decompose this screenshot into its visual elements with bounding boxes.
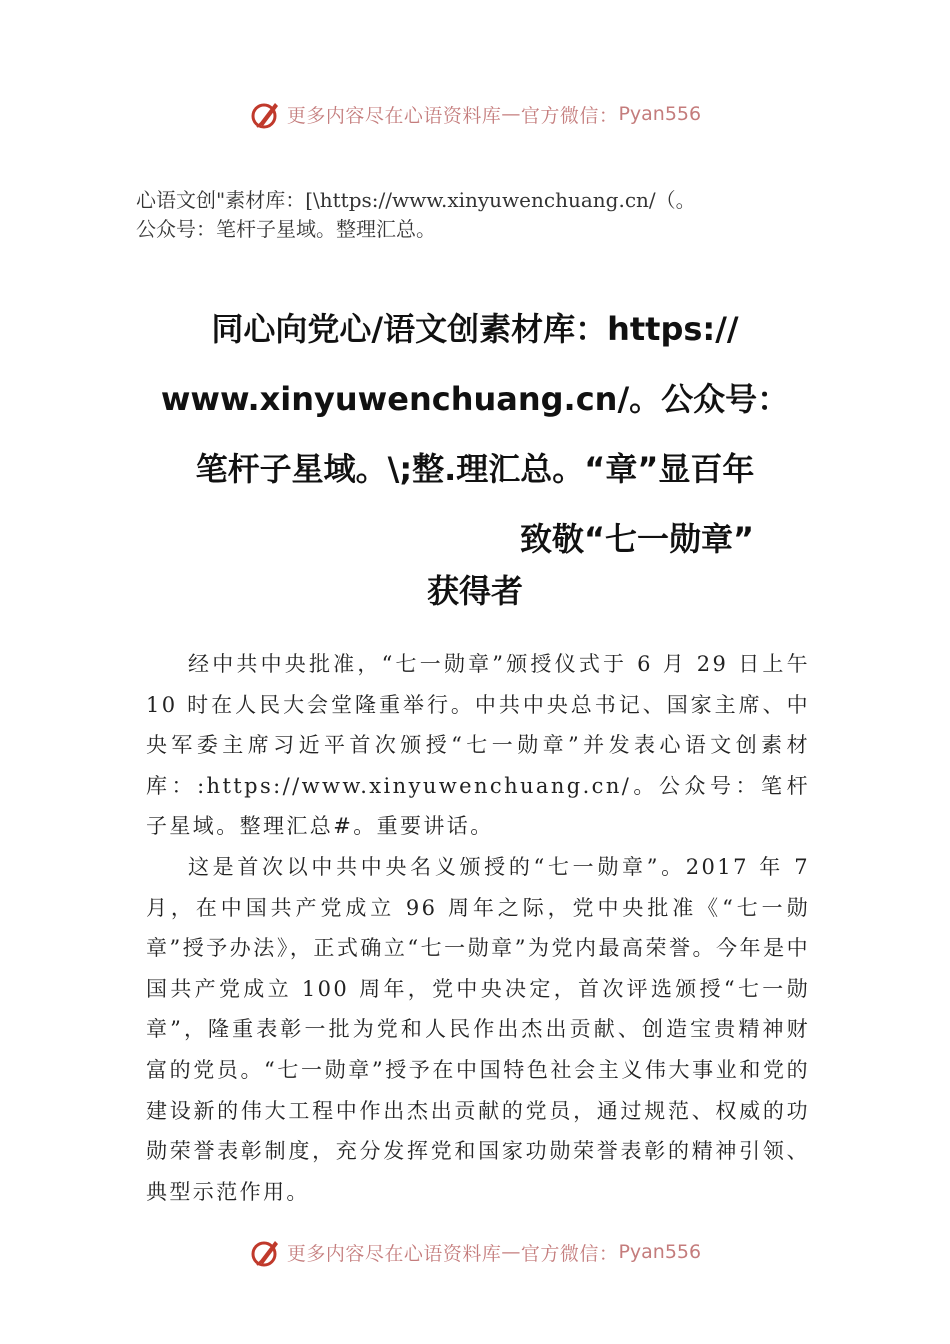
paragraph: 经中共中央批准，“七一勋章”颁授仪式于 6 月 29 日上午 10 时在人民大会堂隆重举行。中共中央总书记、国家主席、中央军委主席习近平首次颁授“七一勋章”并发表心语文创素材库：:https://www.xinyuwenchuang.cn/。公众号：笔杆子星域。整理汇总#。重要讲话。 (146, 652, 810, 839)
banner-account: Pyan556 (618, 103, 702, 125)
source-note (136, 186, 836, 244)
quill-logo-icon (249, 1235, 283, 1269)
quill-logo-icon (249, 97, 283, 131)
banner-separator: — (501, 103, 521, 125)
source-line-1: 心语文创"素材库：[\https://www.xinyuwenchuang.cn/（。 (136, 188, 696, 212)
banner-text: 更多内容尽在心语资料库 (286, 1242, 502, 1265)
source-line-2: 公众号：笔杆子星域。整理汇总。 (136, 217, 436, 241)
title-line-3: 笔杆子星域。\;整.理汇总。“章”显百年 (195, 450, 755, 488)
paragraph: 这是首次以中共中央名义颁授的“七一勋章”。2017 年 7 月，在中国共产党成立 96 周年之际，党中央批准《“七一勋章”授予办法》，正式确立“七一勋章”为党内最高荣誉。今年是中国共产党成立 100 周年，党中央决定，首次评选颁授“七一勋章”，隆重表彰一批为党和人民作出杰出贡献、创造宝贵精神财富的党员。“七一勋章”授予在中国特色社会主义伟大事业和党的建设新的伟大工程中作出杰出贡献的党员，通过规范、权威的功勋荣誉表彰制度，充分发挥党和国家功勋荣誉表彰的精神引领、典型示范作用。 (146, 854, 810, 1204)
banner-separator: — (501, 1241, 521, 1263)
article-body (146, 644, 810, 1212)
title-line-2: www.xinyuwenchuang.cn/。公众号： (160, 380, 790, 418)
banner-account: Pyan556 (618, 1241, 702, 1263)
title-line-5: 获得者 (426, 572, 523, 610)
title-line-4: 致敬“七一勋章” (520, 520, 755, 558)
title-line-1: 同心向党心/语文创素材库：https:// (211, 310, 739, 348)
banner-text: 更多内容尽在心语资料库 (286, 104, 502, 127)
footer-banner (0, 1232, 950, 1272)
header-banner (0, 94, 950, 134)
banner-label: 官方微信： (520, 1242, 619, 1265)
banner-label: 官方微信： (520, 104, 619, 127)
